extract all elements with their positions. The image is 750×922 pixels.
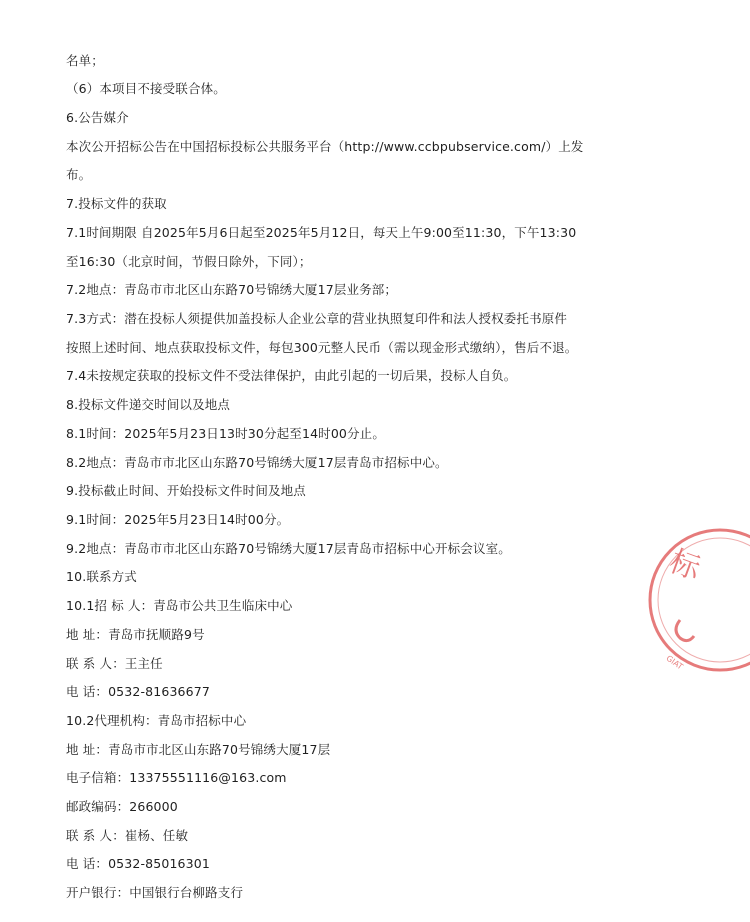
seal-ring	[650, 530, 750, 670]
text-line: 按照上述时间、地点获取投标文件，每包300元整人民币（需以现金形式缴纳），售后不退。	[66, 340, 578, 355]
text-line: 地 址：青岛市市北区山东路70号锦绣大厦17层	[66, 742, 331, 757]
text-line: 名单；	[66, 53, 104, 68]
text-line: 本次公开招标公告在中国招标投标公共服务平台（http://www.ccbpubservice.com/）上发	[66, 139, 584, 154]
section-heading: 9.投标截止时间、开始投标文件时间及地点	[66, 483, 306, 498]
text-line: 9.1时间：2025年5月23日14时00分。	[66, 512, 290, 527]
text-line: （6）本项目不接受联合体。	[66, 81, 226, 96]
section-heading: 8.投标文件递交时间以及地点	[66, 397, 231, 412]
text-line: 电 话：0532-81636677	[66, 684, 210, 699]
text-line: 邮政编码：266000	[66, 799, 178, 814]
text-line: 7.4未按规定获取的投标文件不受法律保护，由此引起的一切后果，投标人自负。	[66, 368, 517, 383]
text-line: 10.1招 标 人：青岛市公共卫生临床中心	[66, 598, 293, 613]
red-seal-stamp-icon	[640, 520, 750, 680]
text-line: 电 话：0532-85016301	[66, 856, 210, 871]
seal-edge-letters: GIAT	[664, 653, 685, 672]
text-line: 7.3方式：潜在投标人须提供加盖投标人企业公章的营业执照复印件和法人授权委托书原件	[66, 311, 568, 326]
section-heading: 7.投标文件的获取	[66, 196, 167, 211]
section-heading: 10.联系方式	[66, 569, 137, 584]
text-line: 电子信箱：13375551116@163.com	[66, 770, 287, 785]
text-line: 7.2地点：青岛市市北区山东路70号锦绣大厦17层业务部；	[66, 282, 398, 297]
text-line: 布。	[66, 167, 92, 182]
text-line: 地 址：青岛市抚顺路9号	[66, 627, 205, 642]
seal-glyph: 标	[664, 543, 705, 588]
text-line: 9.2地点：青岛市市北区山东路70号锦绣大厦17层青岛市招标中心开标会议室。	[66, 541, 511, 556]
text-line: 10.2代理机构：青岛市招标中心	[66, 713, 247, 728]
text-line: 8.1时间：2025年5月23日13时30分起至14时00分止。	[66, 426, 385, 441]
text-line: 7.1时间期限 自2025年5月6日起至2025年5月12日，每天上午9:00至11:30，下午13:30	[66, 225, 577, 240]
text-line: 至16:30（北京时间，节假日除外，下同）；	[66, 254, 312, 269]
section-heading: 6.公告媒介	[66, 110, 129, 125]
text-line: 联 系 人：崔杨、任敏	[66, 828, 189, 843]
text-line: 开户银行：中国银行台柳路支行	[66, 885, 244, 900]
seal-mark	[676, 620, 694, 641]
text-line: 8.2地点：青岛市市北区山东路70号锦绣大厦17层青岛市招标中心。	[66, 455, 448, 470]
text-line: 联 系 人：王主任	[66, 656, 163, 671]
